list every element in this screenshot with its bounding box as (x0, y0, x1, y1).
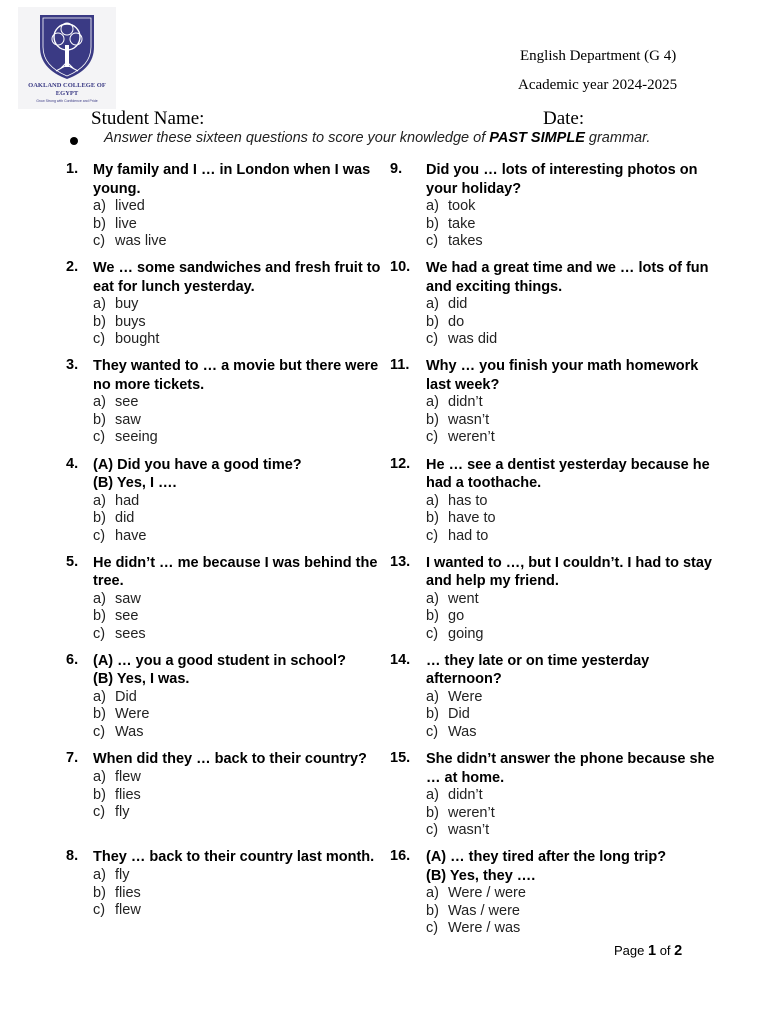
answer-option[interactable] (426, 591, 483, 609)
option-text: didn’t (448, 394, 483, 411)
option-letter: b) (426, 608, 439, 625)
question-text: (A) … you a good student in school? (B) Yes, I was. (93, 652, 346, 688)
question-item (390, 651, 720, 749)
answer-option[interactable] (426, 296, 497, 314)
option-letter: a) (93, 394, 106, 411)
department-label: English Department (G 4) (520, 48, 677, 64)
option-text: Were / was (448, 920, 521, 937)
answer-option[interactable] (426, 233, 483, 251)
answer-option[interactable] (93, 528, 146, 546)
answer-option[interactable] (93, 394, 158, 412)
option-letter: a) (426, 885, 439, 902)
answer-options (426, 493, 496, 546)
option-text: did (448, 296, 468, 313)
question-text: They wanted to … a movie but there were no more tickets. (93, 358, 379, 393)
option-text: Was / were (448, 902, 520, 919)
option-letter: a) (426, 787, 439, 804)
option-text: do (448, 313, 465, 330)
answer-option[interactable] (93, 689, 149, 707)
page-word: Page (614, 943, 645, 958)
answer-options (93, 689, 149, 742)
option-letter: b) (93, 884, 106, 901)
question-text: I wanted to …, but I couldn’t. I had to stay and help my friend. (426, 554, 712, 590)
date-label: Date: (543, 108, 585, 129)
answer-option[interactable] (93, 724, 149, 742)
question-text: We had a great time and we … lots of fun and exciting things. (426, 260, 709, 295)
answer-options (426, 198, 483, 251)
question-number: 9. (390, 161, 403, 177)
option-text: did (115, 510, 135, 527)
question-text: He didn’t … me because I was behind the tree. (93, 554, 378, 590)
question-number: 1. (66, 161, 79, 177)
answer-options (93, 493, 146, 546)
option-letter: a) (426, 296, 439, 313)
option-text: Did (448, 706, 470, 723)
answer-option[interactable] (93, 787, 141, 805)
page-current: 1 (648, 943, 657, 959)
option-letter: b) (426, 706, 439, 723)
option-text: takes (448, 233, 483, 249)
option-letter: a) (426, 394, 439, 411)
option-text: Were (115, 706, 150, 723)
option-text: go (448, 608, 465, 625)
question-item (66, 651, 396, 749)
option-letter: b) (93, 510, 106, 527)
question-item (390, 847, 720, 945)
option-letter: c) (426, 723, 439, 740)
option-letter: b) (93, 786, 106, 803)
option-letter: c) (426, 625, 439, 642)
option-text: buys (115, 313, 146, 330)
answer-option[interactable] (426, 805, 495, 823)
option-text: had (115, 492, 140, 509)
answer-option[interactable] (93, 216, 167, 234)
option-letter: b) (93, 608, 106, 625)
option-letter: a) (426, 688, 439, 705)
option-letter: c) (93, 723, 106, 740)
answer-option[interactable] (426, 331, 497, 349)
option-text: was live (115, 233, 167, 249)
answer-option[interactable] (93, 493, 146, 511)
instructions: Answer these sixteen questions to score your knowledge of PAST SIMPLE grammar. (104, 130, 651, 146)
answer-option[interactable] (93, 769, 141, 787)
question-item (66, 356, 396, 454)
question-item (390, 356, 720, 454)
question-text: We … some sandwiches and fresh fruit to eat for lunch yesterday. (93, 260, 381, 295)
option-letter: b) (93, 706, 106, 723)
answer-option[interactable] (426, 885, 526, 903)
option-text: have (115, 527, 147, 544)
question-item (66, 749, 396, 847)
option-text: flies (115, 786, 141, 803)
option-text: Was (115, 723, 144, 740)
option-letter: a) (93, 769, 106, 786)
option-letter: b) (426, 804, 439, 821)
option-text: sees (115, 625, 146, 642)
answer-options (93, 198, 167, 251)
option-letter: c) (93, 902, 106, 919)
answer-option[interactable] (93, 314, 159, 332)
option-letter: c) (93, 527, 106, 544)
question-item (66, 553, 396, 651)
option-text: Were / were (448, 885, 526, 902)
answer-option[interactable] (93, 331, 159, 349)
bullet-icon (70, 137, 78, 145)
answer-option[interactable] (93, 198, 167, 216)
option-letter: c) (426, 527, 439, 544)
answer-options (93, 591, 146, 644)
answer-option[interactable] (426, 216, 483, 234)
answer-option[interactable] (93, 233, 167, 251)
option-text: Were (448, 688, 483, 705)
answer-option[interactable] (426, 706, 482, 724)
answer-option[interactable] (93, 867, 141, 885)
option-letter: a) (426, 492, 439, 509)
answer-option[interactable] (93, 626, 146, 644)
option-letter: c) (93, 429, 106, 446)
answer-option[interactable] (426, 626, 483, 644)
answer-option[interactable] (426, 724, 482, 742)
option-text: going (448, 625, 484, 642)
option-text: seeing (115, 429, 158, 446)
answer-option[interactable] (426, 822, 495, 840)
option-text: went (448, 590, 479, 607)
option-letter: c) (426, 331, 439, 348)
option-text: lived (115, 198, 145, 214)
answer-options (426, 296, 497, 349)
answer-option[interactable] (93, 608, 146, 626)
option-text: weren’t (448, 804, 495, 821)
option-text: Was (448, 723, 477, 740)
option-letter: c) (93, 331, 106, 348)
option-text: live (115, 215, 137, 232)
question-item (390, 749, 720, 847)
question-item (390, 553, 720, 651)
answer-option[interactable] (426, 689, 482, 707)
option-text: take (448, 215, 476, 232)
questions-left-column (66, 160, 396, 946)
option-text: was did (448, 331, 498, 348)
option-text: see (115, 394, 139, 411)
answer-option[interactable] (93, 510, 146, 528)
question-number: 16. (390, 848, 411, 865)
page-of-word: of (659, 943, 671, 958)
question-number: 2. (66, 259, 79, 276)
question-text: (A) … they tired after the long trip? (B) Yes, they …. (426, 849, 667, 884)
option-text: fly (115, 867, 130, 884)
option-letter: b) (93, 215, 106, 232)
option-text: wasn’t (448, 822, 490, 839)
option-letter: b) (426, 902, 439, 919)
question-number: 5. (66, 553, 79, 570)
answer-option[interactable] (426, 429, 495, 447)
tree-shield-icon (18, 7, 116, 82)
question-item (390, 455, 720, 553)
school-logo (18, 7, 116, 109)
question-text: They … back to their country last month. (93, 849, 375, 866)
answer-options (426, 689, 482, 742)
page-total: 2 (674, 943, 683, 959)
option-text: saw (115, 411, 141, 428)
answer-option[interactable] (93, 706, 149, 724)
question-item (66, 258, 396, 356)
option-letter: a) (93, 590, 106, 607)
option-letter: c) (426, 920, 439, 937)
option-text: fly (115, 804, 130, 821)
question-text: Did you … lots of interesting photos on your holiday? (426, 162, 698, 197)
option-text: flies (115, 884, 141, 901)
question-text: (A) Did you have a good time? (B) Yes, I …. (93, 456, 302, 492)
question-number: 14. (390, 651, 411, 668)
question-number: 10. (390, 259, 411, 276)
answer-option[interactable] (426, 608, 483, 626)
question-item (66, 847, 396, 945)
option-letter: b) (93, 313, 106, 330)
question-text: When did they … back to their country? (93, 751, 367, 768)
page-footer (614, 943, 682, 959)
option-letter: a) (93, 198, 106, 214)
option-text: weren’t (448, 429, 495, 446)
answer-options (426, 394, 495, 447)
answer-option[interactable] (426, 787, 495, 805)
answer-option[interactable] (93, 591, 146, 609)
question-text: He … see a dentist yesterday because he had a toothache. (426, 456, 710, 492)
answer-option[interactable] (426, 412, 495, 430)
question-number: 3. (66, 357, 79, 374)
answer-options (93, 867, 141, 920)
questions-right-column (390, 160, 720, 946)
question-number: 8. (66, 848, 79, 865)
question-text: She didn’t answer the phone because she … at home. (426, 751, 715, 786)
student-name-label: Student Name: (91, 108, 205, 129)
question-number: 6. (66, 651, 79, 668)
question-number: 4. (66, 455, 79, 472)
question-text: Why … you finish your math homework last week? (426, 358, 699, 393)
question-item (390, 258, 720, 356)
option-letter: b) (426, 411, 439, 428)
question-text: … they late or on time yesterday afternoon? (426, 652, 650, 688)
answer-option[interactable] (426, 920, 526, 938)
option-text: have to (448, 510, 496, 527)
logo-tagline: Grow Strong with Confidence and Pride (36, 99, 98, 103)
option-text: had to (448, 527, 489, 544)
option-text: didn’t (448, 787, 483, 804)
answer-option[interactable] (426, 394, 495, 412)
option-letter: a) (426, 198, 439, 214)
option-letter: c) (93, 804, 106, 821)
option-letter: a) (93, 296, 106, 313)
option-letter: b) (426, 215, 439, 232)
answer-options (93, 769, 141, 822)
option-text: has to (448, 492, 488, 509)
answer-option[interactable] (426, 493, 496, 511)
option-text: see (115, 608, 139, 625)
option-text: buy (115, 296, 139, 313)
answer-option[interactable] (93, 429, 158, 447)
option-letter: a) (93, 867, 106, 884)
answer-options (426, 787, 495, 840)
option-text: flew (115, 769, 141, 786)
question-number: 11. (390, 357, 410, 374)
answer-options (93, 394, 158, 447)
option-letter: c) (426, 233, 439, 249)
option-letter: c) (426, 822, 439, 839)
option-letter: b) (93, 411, 106, 428)
answer-option[interactable] (93, 296, 159, 314)
option-letter: c) (93, 233, 106, 249)
academic-year-label: Academic year 2024-2025 (518, 77, 678, 93)
question-item (66, 455, 396, 553)
logo-name: OAKLAND COLLEGE OF EGYPT (28, 82, 106, 97)
option-text: flew (115, 902, 141, 919)
answer-options (426, 591, 483, 644)
answer-option[interactable] (93, 885, 141, 903)
option-letter: a) (426, 590, 439, 607)
question-number: 15. (390, 750, 411, 767)
answer-option[interactable] (93, 902, 141, 920)
question-number: 12. (390, 455, 411, 472)
answer-option[interactable] (426, 510, 496, 528)
answer-option[interactable] (426, 528, 496, 546)
option-letter: a) (93, 688, 106, 705)
option-letter: c) (93, 625, 106, 642)
question-item (390, 160, 720, 258)
answer-option[interactable] (426, 903, 526, 921)
option-text: Did (115, 688, 137, 705)
option-letter: b) (426, 313, 439, 330)
option-letter: a) (93, 492, 106, 509)
answer-options (426, 885, 526, 938)
option-text: wasn’t (448, 411, 490, 428)
option-text: bought (115, 331, 160, 348)
option-letter: c) (426, 429, 439, 446)
question-number: 7. (66, 750, 79, 767)
option-text: saw (115, 590, 141, 607)
option-text: took (448, 198, 476, 214)
answer-option[interactable] (426, 314, 497, 332)
answer-option[interactable] (93, 804, 141, 822)
question-item (66, 160, 396, 258)
answer-options (93, 296, 159, 349)
answer-option[interactable] (426, 198, 483, 216)
option-letter: b) (426, 510, 439, 527)
question-number: 13. (390, 553, 411, 570)
question-text: My family and I … in London when I was young. (93, 162, 371, 197)
answer-option[interactable] (93, 412, 158, 430)
